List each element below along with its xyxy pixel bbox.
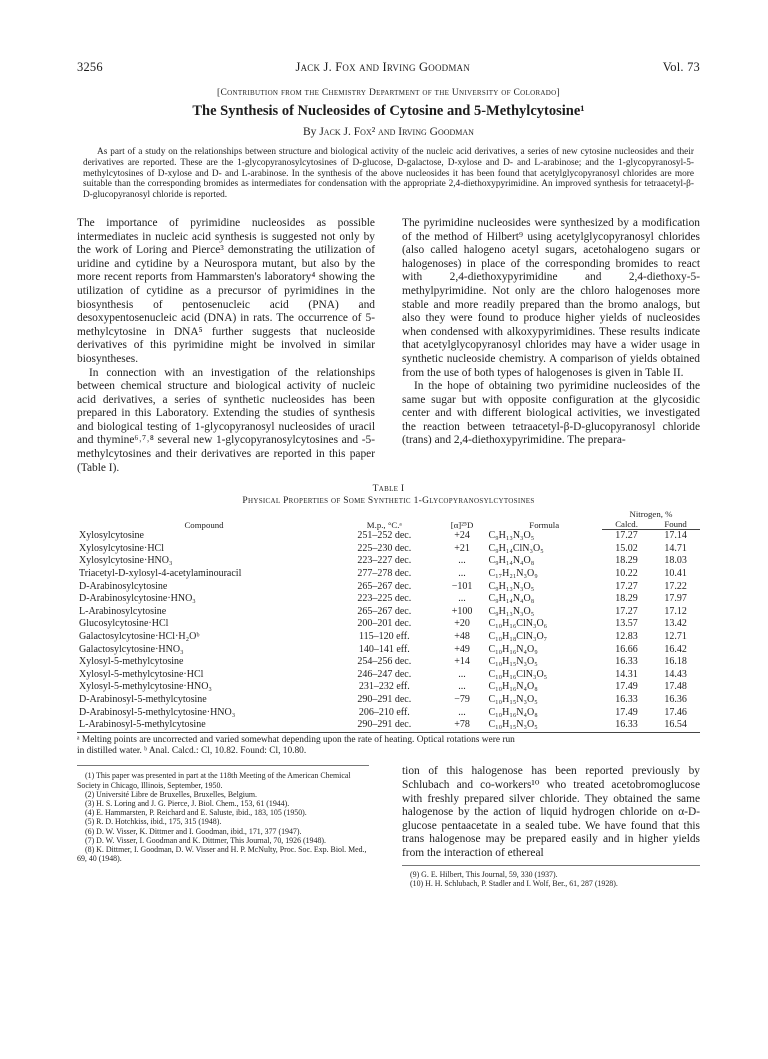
cell-mp: 246–247 dec. <box>357 668 412 680</box>
cell-mp: 290–291 dec. <box>357 693 412 705</box>
cell-found: 13.42 <box>664 618 687 630</box>
cell-mp: 223–227 dec. <box>357 555 412 567</box>
cell-compound: L-Arabinosylcytosine <box>79 605 167 617</box>
cell-compound: D-Arabinosyl-5-methylcytosine <box>79 693 207 705</box>
cell-rotation: +20 <box>454 618 470 630</box>
header-found: Found <box>651 519 700 530</box>
header-rotation: [α]²⁵D <box>450 519 474 530</box>
footnote: (5) R. D. Hotchkiss, ibid., 175, 315 (1948). <box>85 817 222 827</box>
cell-rotation: +100 <box>451 605 473 617</box>
cell-found: 17.97 <box>664 593 687 605</box>
right-footnotes <box>402 865 700 888</box>
cell-compound: Glucosylcytosine·HCl <box>79 618 169 630</box>
cell-calcd: 15.02 <box>615 542 638 554</box>
cell-rotation: ... <box>458 668 466 680</box>
cell-rotation: ... <box>458 568 466 580</box>
table-caption: Table I <box>372 484 405 495</box>
cell-formula: C₁₀H₁₈ClN₃O₇ <box>488 631 548 643</box>
cell-calcd: 18.29 <box>615 555 638 567</box>
cell-formula: C₁₇H₂₁N₃O₉ <box>488 568 538 580</box>
cell-compound: D-Arabinosylcytosine <box>79 580 168 592</box>
table-row <box>77 530 700 543</box>
table-row <box>77 618 700 631</box>
cell-rotation: ... <box>458 593 466 605</box>
cell-formula: C₁₀H₁₆ClN₃O₆ <box>488 618 548 630</box>
header-nitrogen: Nitrogen, % <box>629 509 673 520</box>
cell-calcd: 14.31 <box>615 668 638 680</box>
table-row <box>77 631 700 644</box>
cell-mp: 223–225 dec. <box>357 593 412 605</box>
header-calcd: Calcd. <box>602 519 651 530</box>
cell-formula: C₉H₁₄N₄O₈ <box>488 555 535 567</box>
paragraph: In the hope of obtaining two pyrimidine nucleosides of the same sugar but with opposite configuration at the glycosidic center and with different biological activities, we investigated the reaction between tetraacetyl-β-D-glucopyranosyl chloride (trans) and 2,4-diethoxypyrimidine. The prepara- <box>402 380 700 447</box>
cell-mp: 290–291 dec. <box>331 719 438 732</box>
cell-formula: C₁₀H₁₆N₄O₈ <box>488 681 538 693</box>
cell-found: 17.12 <box>664 605 687 617</box>
header-formula: Formula <box>529 519 560 530</box>
table-row <box>77 644 700 657</box>
cell-rotation: +14 <box>454 656 470 668</box>
cell-mp: 115–120 eff. <box>359 631 410 643</box>
cell-compound: Xylosyl-5-methylcytosine·HCl <box>79 668 204 680</box>
paragraph: In connection with an investigation of the relationships between chemical structure and biological activity of nucleic acid derivatives, a series of synthetic nucleosides has been prepared in this Laboratory. Extending the studies of synthesis and biological testing of 1-glycopyranosyl nucleosides of uracil and thymine⁶˒⁷˒⁸ several new 1-glycopyranosylcytosines and -5-methylcytosines and their derivatives are reported in this paper (Table I). <box>77 366 375 474</box>
cell-formula: C₁₀H₁₅N₃O₅ <box>486 719 601 732</box>
cell-compound: Xylosyl-5-methylcytosine·HNO₃ <box>79 681 212 693</box>
table-row <box>77 681 700 694</box>
table-row <box>77 694 700 707</box>
table-row <box>77 581 700 594</box>
abstract: As part of a study on the relationships between structure and biological activity of the nucleic acid derivatives, a series of new cytosine nucleosides and their derivatives are reported. These are the 1-glycopyranosylcytosines of D-glucose, D-galactose, D-xylose and D- and L-arabinose; and the 1-glycopyranosyl-5-methylcytosines of D-xylose and D- and L-arabinose. In the synthesis of the above nucleosides it has been found that acetylglycopyranosyl chlorides are more suitable than the corresponding bromides as intermediates for condensation with the appropriate 2,4-diethoxypyrimidine. An improved synthesis for tetraacetyl-β-D-glucopyranosyl chloride is reported. <box>83 147 694 201</box>
cell-calcd: 17.27 <box>615 530 638 542</box>
cell-calcd: 16.66 <box>615 643 638 655</box>
table-row <box>77 593 700 606</box>
cell-formula: C₉H₁₄ClN₃O₅ <box>488 542 544 554</box>
cell-formula: C₉H₁₃N₃O₅ <box>488 605 535 617</box>
cell-rotation: +21 <box>454 542 470 554</box>
table-row <box>77 707 700 720</box>
cell-formula: C₉H₁₃N₃O₅ <box>488 580 535 592</box>
cell-found: 17.46 <box>664 706 687 718</box>
table-row <box>77 543 700 556</box>
cell-calcd: 17.49 <box>615 706 638 718</box>
cell-found: 16.42 <box>664 643 687 655</box>
cell-compound: Galactosylcytosine·HNO₃ <box>79 643 184 655</box>
cell-mp: 140–141 eff. <box>358 643 410 655</box>
cell-formula: C₁₀H₁₆ClN₃O₅ <box>488 668 548 680</box>
cell-mp: 254–256 dec. <box>357 656 412 668</box>
cell-calcd: 17.49 <box>615 681 638 693</box>
footnote: (10) H. H. Schlubach, P. Stadler and I. Wolf, Ber., 61, 287 (1928). <box>410 878 618 888</box>
table-note-a: ᵃ Melting points are uncorrected and varied somewhat depending upon the rate of heating. Optical rotations were run <box>77 734 515 745</box>
cell-mp: 265–267 dec. <box>357 580 412 592</box>
cell-rotation: +49 <box>454 643 470 655</box>
cell-found: 14.43 <box>664 668 687 680</box>
cell-found: 17.48 <box>664 681 687 693</box>
cell-compound: Triacetyl-D-xylosyl-4-acetylaminouracil <box>79 568 242 580</box>
right-column <box>402 217 700 475</box>
page-number: 3256 <box>77 60 103 74</box>
table-row <box>77 719 700 732</box>
cell-found: 14.71 <box>664 542 687 554</box>
cell-compound: D-Arabinosylcytosine·HNO₃ <box>79 593 196 605</box>
cell-mp: 200–201 dec. <box>357 618 412 630</box>
cell-compound: Xylosyl-5-methylcytosine <box>79 656 184 668</box>
footnotes <box>77 765 369 888</box>
running-head <box>77 60 700 75</box>
table-title: Physical Properties of Some Synthetic 1-Glycopyranosylcytosines <box>242 496 535 507</box>
footnote: (9) G. E. Hilbert, This Journal, 59, 330 (1937). <box>410 869 558 879</box>
cell-mp: 277–278 dec. <box>357 568 412 580</box>
footnote: (1) This paper was presented in part at the 118th Meeting of the American Chemical Society in Chicago, Illinois, September, 1950. <box>77 771 351 790</box>
cell-calcd: 16.33 <box>615 656 638 668</box>
paragraph: The pyrimidine nucleosides were synthesized by a modification of the method of Hilbert⁹ using acetylglycopyranosyl chlorides (also called halogeno acetyl sugars, acetohalogeno sugars or halogenoses) in place of the corresponding bromides to react with 2,4-diethoxypyrimidine and 2,4-diethoxy-5-methylpyrimidine. Not only are the chloro halogenoses more stable and more readily prepared than the bromo analogs, but also they were found to produce higher yields of nucleosides when condensed with alkoxypyrimidines. These results indicate that acetylglycopyranosyl chlorides may have a wider usage in synthetic nucleoside chemistry. A comparison of yields obtained from the use of both types of halogenoses is given in Table II. <box>402 216 700 379</box>
table-body <box>77 530 700 733</box>
footnote: (7) D. W. Visser, I. Goodman and K. Dittmer, This Journal, 70, 1926 (1948). <box>85 835 326 845</box>
cell-found: 10.41 <box>664 568 687 580</box>
table-row <box>77 555 700 568</box>
volume-number: Vol. 73 <box>662 60 700 74</box>
table-note-b: in distilled water. ᵇ Anal. Calcd.: Cl, 10.82. Found: Cl, 10.80. <box>77 745 307 756</box>
cell-compound: L-Arabinosyl-5-methylcytosine <box>77 719 331 732</box>
cell-mp: 225–230 dec. <box>357 542 412 554</box>
table-row <box>77 669 700 682</box>
cell-found: 16.36 <box>664 693 687 705</box>
cell-found: 17.14 <box>664 530 687 542</box>
cell-calcd: 10.22 <box>615 568 638 580</box>
cell-compound: Galactosylcytosine·HCl·H₂Oᵇ <box>79 631 200 643</box>
footnote: (2) Université Libre de Bruxelles, Bruxelles, Belgium. <box>85 789 258 799</box>
cell-rotation: ... <box>458 681 466 693</box>
cell-compound: Xylosylcytosine·HCl <box>79 542 164 554</box>
cell-found: 18.03 <box>664 555 687 567</box>
paragraph: tion of this halogenose has been reported previously by Schlubach and co-workers¹⁰ who treated acetobromoglucose with freshly prepared silver chloride. They obtained the same halogenose by the action of liquid hydrogen chloride on α-D-glucose pentaacetate in a sealed tube. We have found that this trans halogenose may be prepared easily and in higher yields from the interaction of ethereal <box>402 765 700 859</box>
cell-calcd: 17.27 <box>615 580 638 592</box>
footnote: (8) K. Dittmer, I. Goodman, D. W. Visser and H. P. McNulty, Proc. Soc. Exp. Biol. Med., 69, 40 (1948). <box>77 844 367 864</box>
byline <box>77 126 700 138</box>
header-compound: Compound <box>184 519 224 530</box>
table-row <box>77 606 700 619</box>
cell-mp: 231–232 eff. <box>358 681 410 693</box>
cell-rotation: +24 <box>454 530 470 542</box>
footnote: (6) D. W. Visser, K. Dittmer and I. Goodman, ibid., 171, 377 (1947). <box>85 826 302 836</box>
contribution-line: [Contribution from the Chemistry Department of the University of Colorado] <box>217 88 560 98</box>
cell-formula: C₁₀H₁₆N₄O₉ <box>488 643 538 655</box>
cell-found: 16.18 <box>664 656 687 668</box>
cell-found: 12.71 <box>664 631 687 643</box>
table-row <box>77 568 700 581</box>
properties-table <box>77 509 700 733</box>
cell-compound: Xylosylcytosine <box>79 530 144 542</box>
cell-calcd: 17.27 <box>615 605 638 617</box>
cell-rotation: −79 <box>454 693 470 705</box>
cell-rotation: ... <box>458 555 466 567</box>
cell-formula: C₉H₁₄N₄O₈ <box>488 593 535 605</box>
cell-rotation: +48 <box>454 631 470 643</box>
cell-formula: C₁₀H₁₅N₃O₅ <box>488 656 538 668</box>
paragraph: The importance of pyrimidine nucleosides as possible intermediates in nucleic acid synthesis is suggested not only by the work of Loring and Pierce³ demonstrating the utilization of uridine and cytidine by a Neurospora mutant, but also by the more recent reports from Hammarsten's laboratory⁴ showing the utilization of cytidine as a precursor of pyrimidines in the biosynthesis of pentosenucleic acid (PNA) and desoxypentosenucleic acid (DNA) in rats. The occurrence of 5-methylcytosine in DNA⁵ further suggests that nucleoside derivatives of this pyrimidine might be involved in similar biosyntheses. <box>77 216 375 365</box>
cell-formula: C₁₀H₁₅N₃O₅ <box>488 693 538 705</box>
cell-mp: 206–210 eff. <box>358 706 410 718</box>
cell-calcd: 12.83 <box>615 631 638 643</box>
bottom-section <box>77 765 700 888</box>
cell-found: 16.54 <box>651 719 700 732</box>
cell-calcd: 13.57 <box>615 618 638 630</box>
body-columns <box>77 217 700 475</box>
table-notes <box>77 735 700 757</box>
cell-calcd: 18.29 <box>615 593 638 605</box>
cell-formula: C₉H₁₃N₃O₅ <box>488 530 535 542</box>
running-head-authors: Jack J. Fox and Irving Goodman <box>295 60 470 74</box>
table-row <box>77 656 700 669</box>
cell-found: 17.22 <box>664 580 687 592</box>
cell-rotation: ... <box>458 706 466 718</box>
cell-compound: Xylosylcytosine·HNO₃ <box>79 555 173 567</box>
cell-rotation: +78 <box>438 719 487 732</box>
cell-calcd: 16.33 <box>602 719 651 732</box>
byline-names: Jack J. Fox² and Irving Goodman <box>319 126 474 138</box>
footnote: (3) H. S. Loring and J. G. Pierce, J. Biol. Chem., 153, 61 (1944). <box>85 798 290 808</box>
left-column <box>77 217 375 475</box>
header-mp: M.p., °C.ᵃ <box>366 519 402 530</box>
footnote: (4) E. Hammarsten, P. Reichard and E. Saluste, ibid., 183, 105 (1950). <box>85 808 307 818</box>
cell-rotation: −101 <box>451 580 473 592</box>
cell-mp: 251–252 dec. <box>357 530 412 542</box>
cell-mp: 265–267 dec. <box>357 605 412 617</box>
cell-calcd: 16.33 <box>615 693 638 705</box>
cell-compound: D-Arabinosyl-5-methylcytosine·HNO₃ <box>79 706 236 718</box>
right-bottom-column <box>402 765 700 888</box>
byline-prefix: By <box>303 126 320 138</box>
cell-formula: C₁₀H₁₆N₄O₈ <box>488 706 538 718</box>
article-title: The Synthesis of Nucleosides of Cytosine and 5-Methylcytosine¹ <box>192 103 585 119</box>
